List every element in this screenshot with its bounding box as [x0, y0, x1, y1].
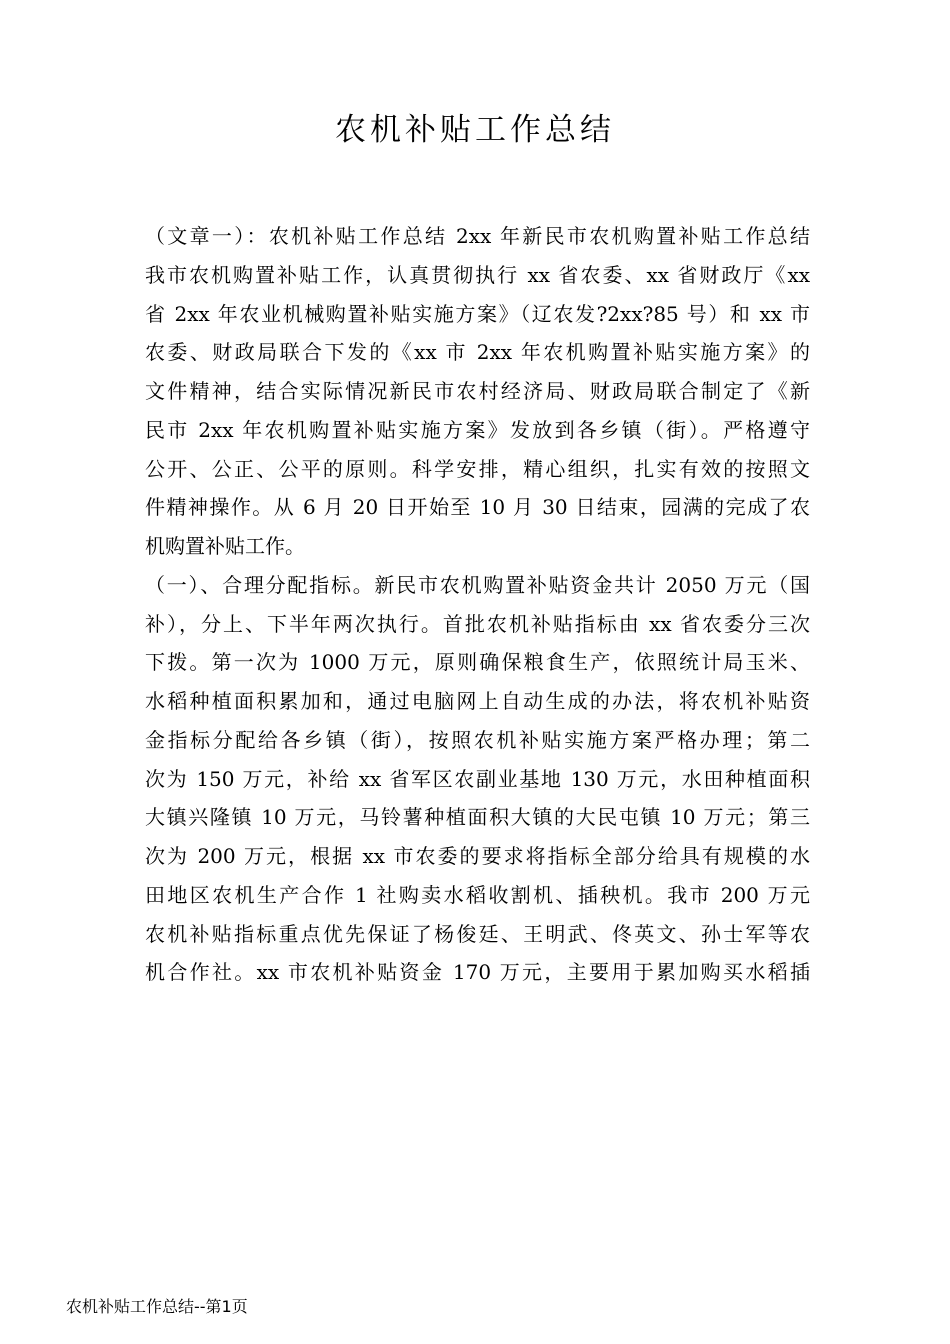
document-body	[145, 217, 810, 992]
text-line: （文章一）：农机补贴工作总结 2xx 年新民市农机购置补贴工作总结	[145, 224, 810, 248]
text-line: 文件精神，结合实际情况新民市农村经济局、财政局联合制定了《新	[145, 379, 810, 403]
text-line: 次为 200 万元，根据 xx 市农委的要求将指标全部分给具有规模的水	[145, 844, 810, 868]
text-line: （一）、合理分配指标。新民市农机购置补贴资金共计 2050 万元（国	[145, 572, 810, 597]
text-line: 水稻种植面积累加和，通过电脑网上自动生成的办法，将农机补贴资	[145, 689, 810, 713]
text-line: 田地区农机生产合作 1 社购卖水稻收割机、插秧机。我市 200 万元	[145, 882, 810, 907]
page-footer: 农机补贴工作总结--第1页	[66, 1297, 248, 1316]
text-line: 民市 2xx 年农机购置补贴实施方案》发放到各乡镇（街）。严格遵守	[145, 417, 810, 442]
text-line: 次为 150 万元，补给 xx 省军区农副业基地 130 万元，水田种植面积	[145, 766, 810, 791]
document-title: 农机补贴工作总结	[335, 112, 615, 148]
text-line: 大镇兴隆镇 10 万元，马铃薯种植面积大镇的大民屯镇 10 万元；第三	[145, 805, 810, 830]
text-line: 下拨。第一次为 1000 万元，原则确保粮食生产，依照统计局玉米、	[145, 650, 810, 675]
text-line: 件精神操作。从 6 月 20 日开始至 10 月 30 日结束，园满的完成了农	[145, 495, 810, 520]
text-line: 机合作社。xx 市农机补贴资金 170 万元，主要用于累加购买水稻插	[145, 960, 810, 985]
text-line: 金指标分配给各乡镇（街），按照农机补贴实施方案严格办理；第二	[145, 727, 810, 752]
text-line: 农机补贴指标重点优先保证了杨俊廷、王明武、佟英文、孙士军等农	[145, 921, 810, 946]
text-line: 农委、财政局联合下发的《xx 市 2xx 年农机购置补贴实施方案》的	[145, 340, 810, 365]
text-line: 机购置补贴工作。	[145, 534, 305, 558]
text-line: 我市农机购置补贴工作，认真贯彻执行 xx 省农委、xx 省财政厅《xx	[145, 262, 810, 287]
text-line: 补），分上、下半年两次执行。首批农机补贴指标由 xx 省农委分三次	[145, 611, 810, 636]
text-line: 省 2xx 年农业机械购置补贴实施方案》（辽农发?2xx?85 号）和 xx 市	[145, 301, 810, 326]
text-line: 公开、公正、公平的原则。科学安排，精心组织，扎实有效的按照文	[145, 456, 810, 481]
